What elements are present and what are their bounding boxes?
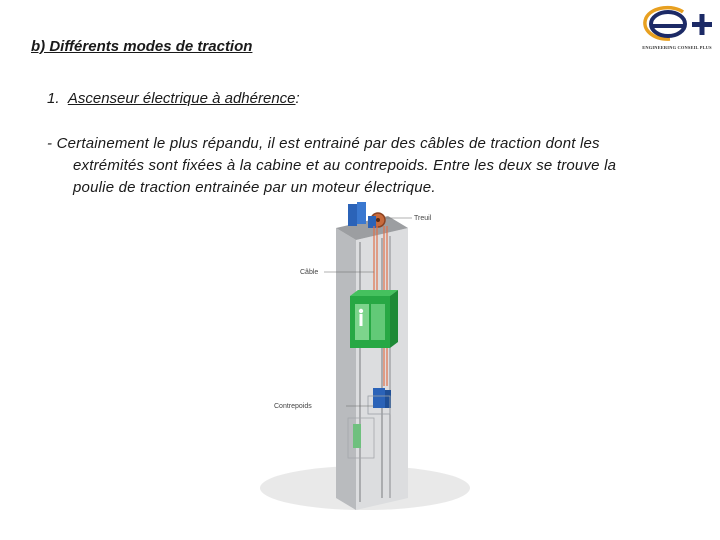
logo-mark-icon (638, 4, 716, 46)
cabin-top (350, 290, 398, 296)
section-title: b) Différents modes de traction (31, 38, 253, 55)
paragraph-line-3: poulie de traction entrainée par un moteur électrique. (73, 179, 436, 196)
buffer-device (353, 424, 361, 448)
cabin-side (390, 290, 398, 348)
label-cable: Câble (300, 269, 319, 276)
label-treuil: Treuil (414, 215, 432, 222)
motor-block-2 (357, 202, 366, 224)
list-number: 1. (47, 90, 60, 107)
label-contrepoids: Contrepoids (274, 403, 312, 410)
elevator-diagram (250, 198, 470, 520)
cabin-door-right (371, 304, 385, 340)
sheave-hub (376, 218, 380, 222)
paragraph-line-2: extrémités sont fixées à la cabine et au contrepoids. Entre les deux se trouve la (73, 157, 617, 174)
motor-block-1 (348, 204, 357, 226)
company-logo (638, 4, 716, 52)
logo-caption: ENGINEERING CONSEIL PLUS (642, 45, 712, 50)
list-heading-suffix: : (295, 90, 300, 107)
counterweight-block (373, 388, 385, 408)
motor-body (368, 216, 376, 228)
elevator-shaft-illustration (250, 198, 470, 520)
description-paragraph (47, 133, 667, 199)
passenger-head-icon (359, 309, 363, 313)
shaft-left-face (336, 228, 356, 510)
passenger-body-icon (360, 314, 363, 326)
paragraph-line-1: - Certainement le plus répandu, il est entrainé par des câbles de traction dont les (47, 135, 600, 152)
numbered-list-item (47, 90, 300, 107)
list-heading: Ascenseur électrique à adhérence (67, 90, 296, 107)
